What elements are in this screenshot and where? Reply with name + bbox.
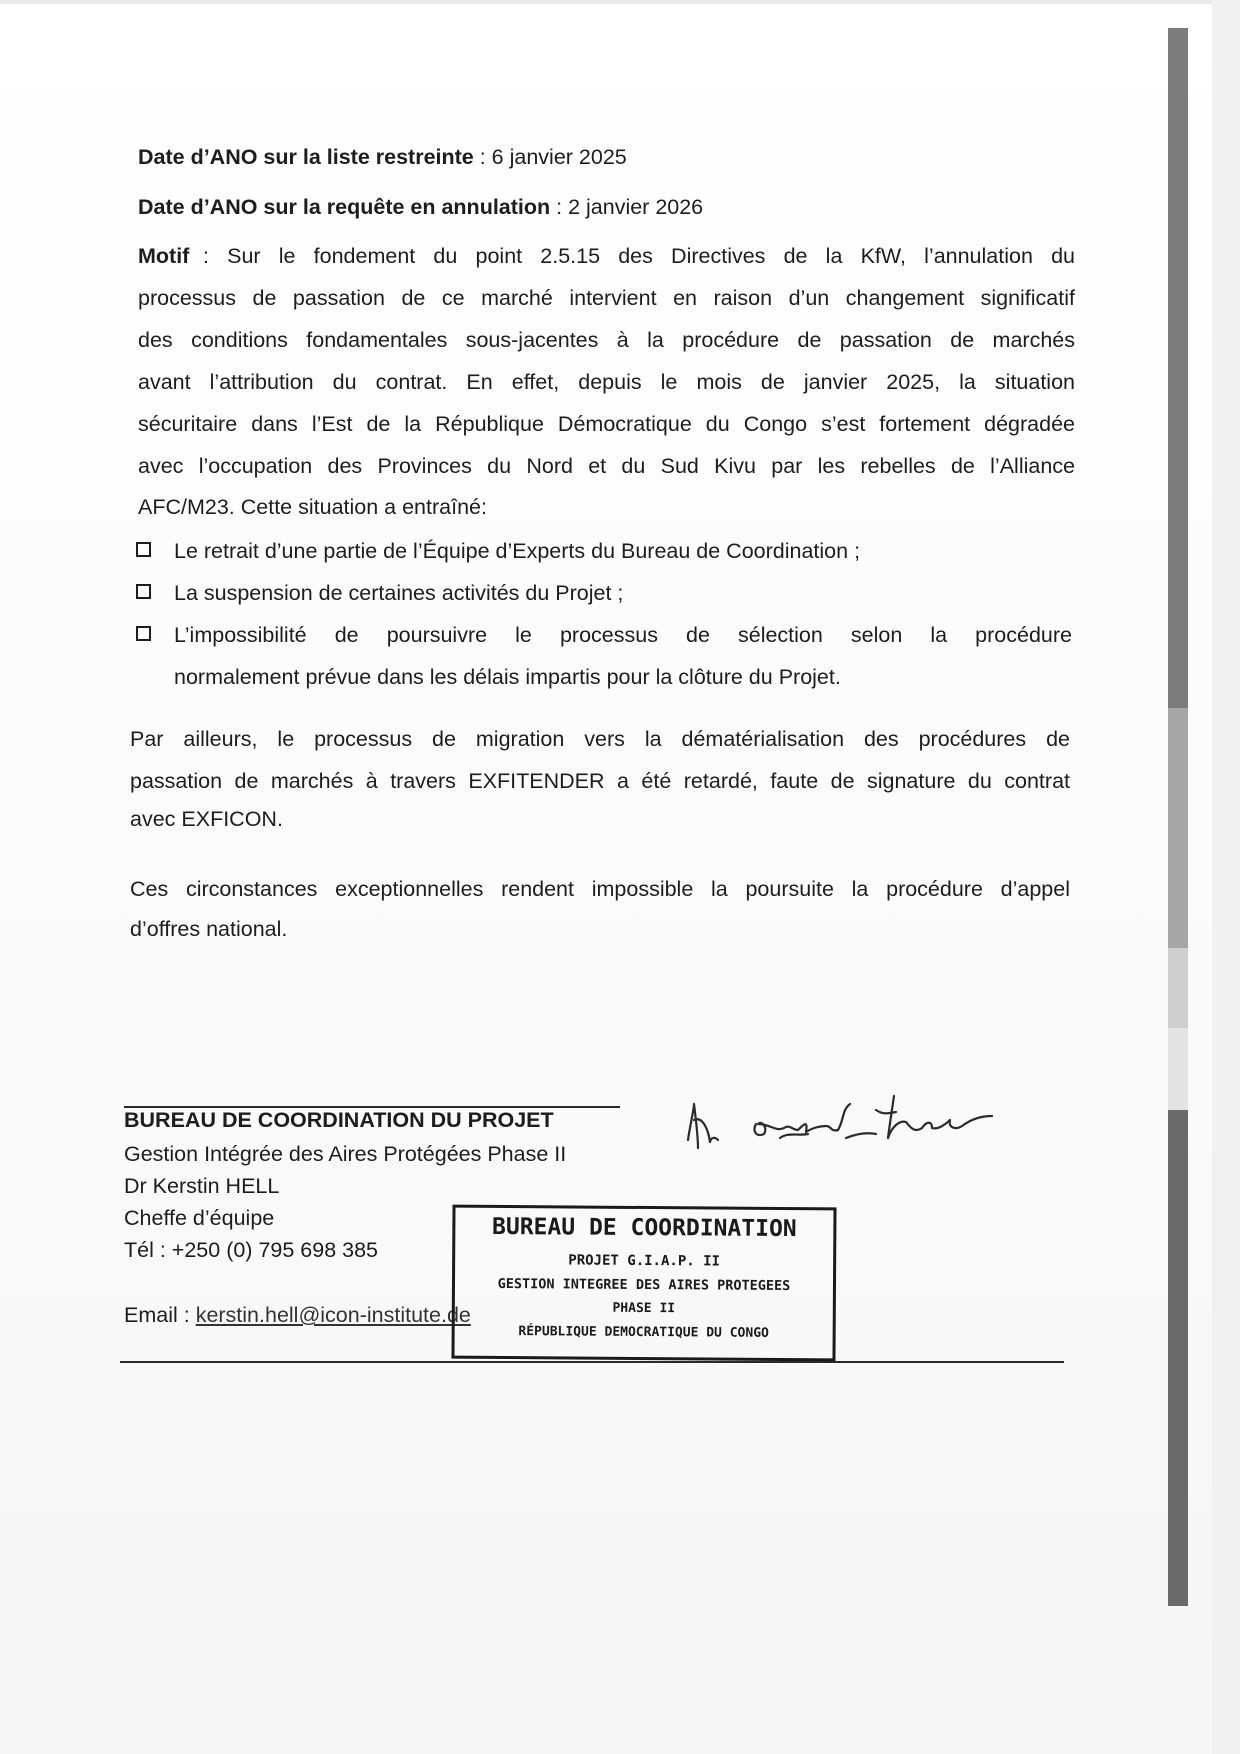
scan-binding-shadow [1168,1110,1188,1606]
bullet-item-continuation: normalement prévue dans les délais impartis pour la clôture du Projet. [174,665,841,689]
signature-name: Dr Kerstin HELL [124,1174,280,1198]
date-ano-liste [138,144,627,170]
scan-binding-shadow [1168,28,1188,708]
signature-role: Cheffe d’équipe [124,1206,275,1230]
paragraph-line: avec EXFICON. [130,807,283,831]
motif-line: avant l’attribution du contrat. En effet, depuis le mois de janvier 2025, la situation [138,370,1075,394]
paragraph-line: Par ailleurs, le processus de migration vers la dématérialisation des procédures de [130,727,1070,751]
email-label: Email : [124,1303,196,1327]
stamp-line: BUREAU DE COORDINATION [491,1213,797,1243]
date-ano-requete-label: Date d’ANO sur la requête en annulation [138,195,551,219]
motif-line: avec l’occupation des Provinces du Nord et du Sud Kivu par les rebelles de l’Alliance [138,454,1075,478]
motif-line: sécuritaire dans l’Est de la République Démocratique du Congo s’est fortement dégradée [138,412,1075,436]
bullet-item: L’impossibilité de poursuivre le processus de sélection selon la procédure [174,623,1072,647]
scan-binding-shadow [1168,1028,1188,1110]
handwritten-signature [680,1080,1020,1180]
motif-line: : Sur le fondement du point 2.5.15 des Directives de la KfW, l’annulation du [203,244,1075,268]
signature-phone: Tél : +250 (0) 795 698 385 [124,1238,379,1262]
checkbox-bullet-icon [136,584,151,599]
stamp-line: RÉPUBLIQUE DEMOCRATIQUE DU CONGO [518,1324,769,1341]
paragraph-line: passation de marchés à travers EXFITENDER a été retardé, faute de signature du contrat [130,769,1070,793]
paragraph-line: d’offres national. [130,917,288,941]
checkbox-bullet-icon [136,542,151,557]
motif-line: AFC/M23. Cette situation a entraîné: [138,495,487,519]
scan-right-edge [1212,0,1240,1754]
signature-email [124,1302,471,1328]
signature-bottom-rule [120,1361,1064,1363]
stamp-line: PROJET G.I.A.P. II [568,1252,721,1270]
date-ano-requete [138,194,703,220]
scan-binding-shadow [1168,948,1188,1028]
scan-top-edge [0,0,1240,4]
motif-label: Motif [138,244,190,268]
date-ano-liste-label: Date d’ANO sur la liste restreinte [138,145,474,169]
date-ano-requete-value: : 2 janvier 2026 [550,195,704,219]
stamp-line: PHASE II [612,1300,676,1317]
signature-project: Gestion Intégrée des Aires Protégées Phase II [124,1142,567,1166]
motif-line: des conditions fondamentales sous-jacentes à la procédure de passation de marchés [138,328,1075,352]
signature-org: BUREAU DE COORDINATION DU PROJET [124,1108,554,1132]
motif-line: processus de passation de ce marché intervient en raison d’un changement significatif [138,286,1075,310]
scan-binding-shadow [1168,708,1188,948]
checkbox-bullet-icon [136,626,151,641]
email-link[interactable]: kerstin.hell@icon-institute.de [195,1303,471,1327]
stamp-line: GESTION INTEGREE DES AIRES PROTEGEES [497,1275,791,1295]
bullet-item: La suspension de certaines activités du Projet ; [174,581,624,605]
date-ano-liste-value: : 6 janvier 2025 [473,145,627,169]
official-stamp [451,1205,836,1362]
paragraph-line: Ces circonstances exceptionnelles rendent impossible la poursuite la procédure d’appel [130,877,1070,901]
bullet-item: Le retrait d’une partie de l’Équipe d’Experts du Bureau de Coordination ; [174,539,861,563]
